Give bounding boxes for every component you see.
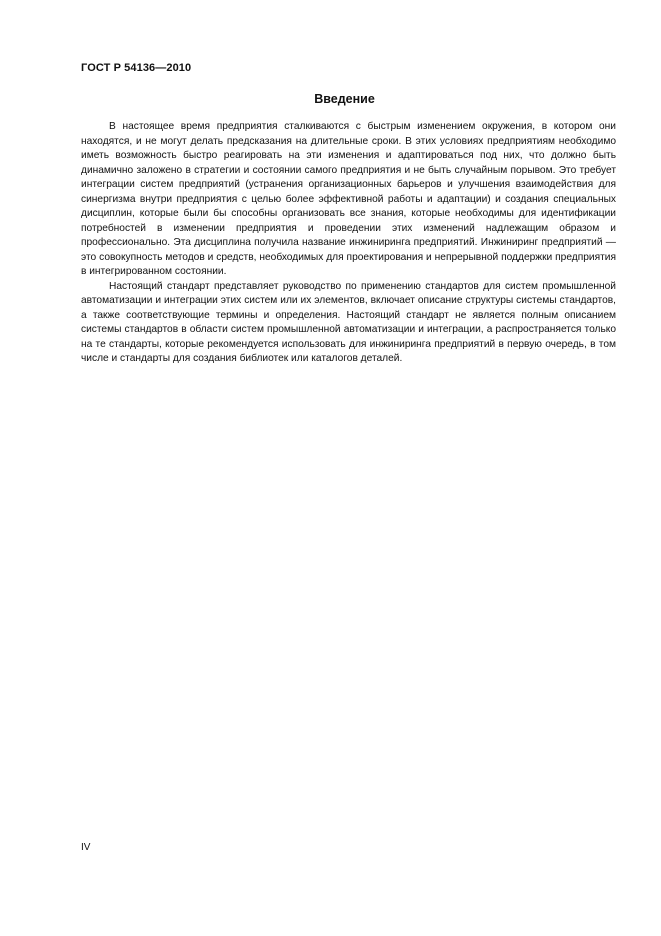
section-title: Введение: [314, 92, 375, 106]
page-number: IV: [81, 842, 91, 853]
section-body: [81, 120, 616, 367]
paragraph-1: В настоящее время предприятия сталкиваются с быстрым изменением окружения, в котором они находятся, и не могут делать предсказания на длительные сроки. В этих условиях предприятиям необходимо иметь возможность быстро реагировать на эти изменения и адаптироваться под них, что должно быть динамично заложено в стратегии и состоянии самого предприятия и не быть случайным порывом. Это требует интеграции систем предприятий (устранения организационных барьеров и улучшения взаимодействия для синергизма внутри предприятия с целью более эффективной работы и адаптации) и создания специальных дисциплин, которые были бы способны организовать все знания, которые необходимы для идентификации потребностей в изменении предприятия и проведении этих изменений надлежащим образом и профессионально. Эта дисциплина получила название инжиниринга предприятий. Инжиниринг предприятий — это совокупность методов и средств, необходимых для проектирования и непрерывной поддержки предприятия в интегрированном состоянии.: [81, 121, 616, 277]
document-header-standard-id: ГОСТ Р 54136—2010: [81, 62, 192, 74]
paragraph-2: Настоящий стандарт представляет руководство по применению стандартов для систем промышленной автоматизации и интеграции этих систем или их элементов, включает описание структуры системы стандартов, а также соответствующие термины и определения. Настоящий стандарт не является полным описанием системы стандартов в области систем промышленной автоматизации и интеграции, а распространяется только на те стандарты, которые рекомендуется использовать для инжиниринга предприятий в первую очередь, в том числе и стандарты для создания библиотек или каталогов деталей.: [81, 280, 616, 364]
